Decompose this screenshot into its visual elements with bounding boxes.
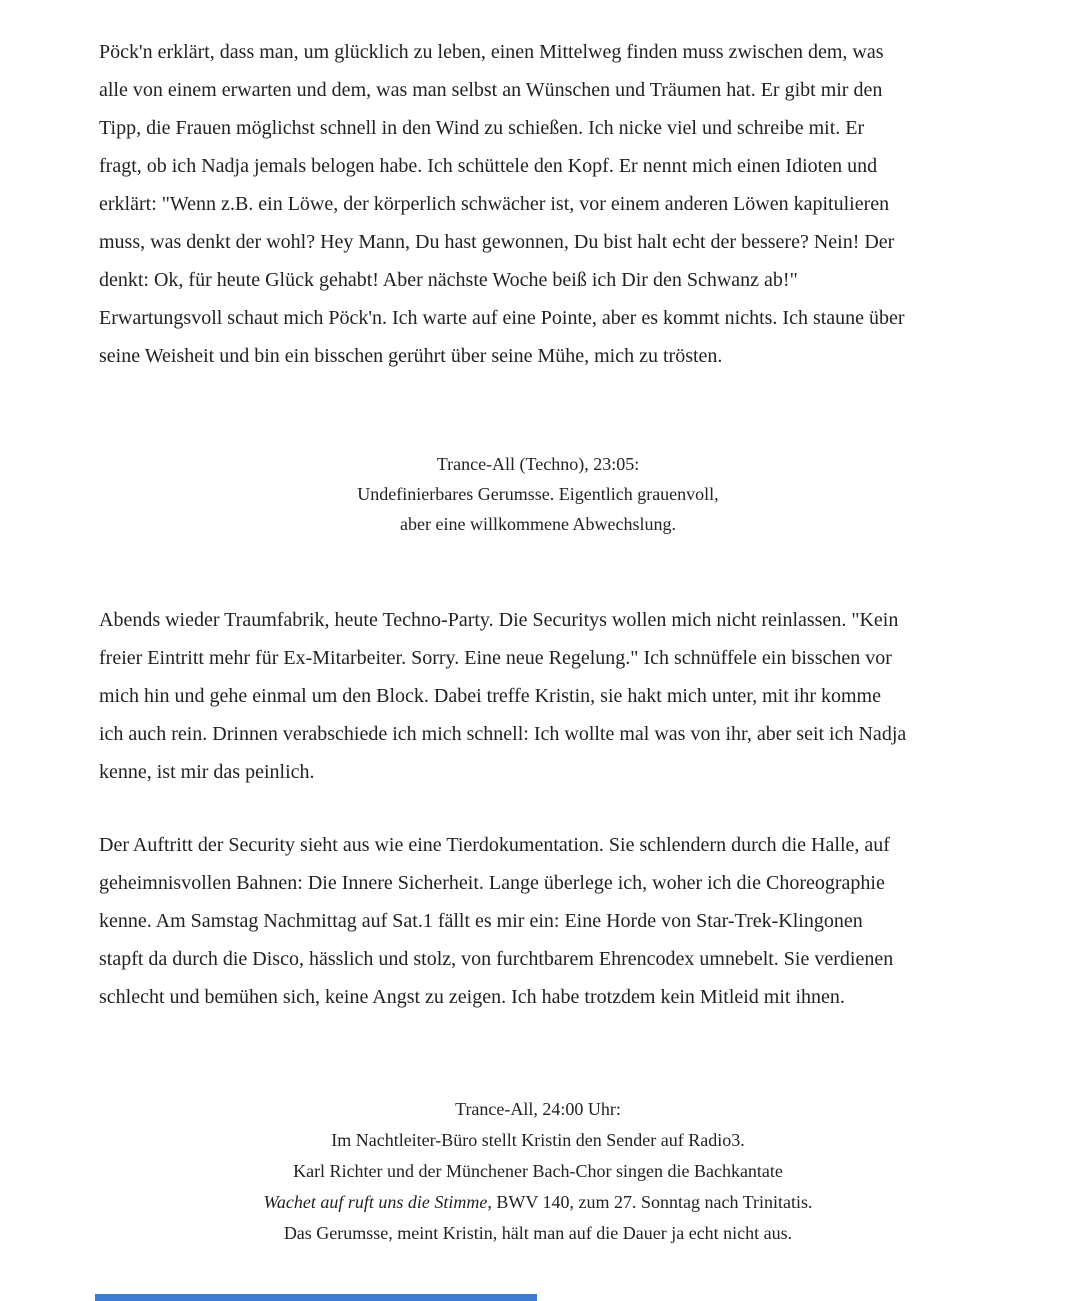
text-line: Tipp, die Frauen möglichst schnell in den Wind zu schießen. Ich nicke viel und schreibe mit. Er bbox=[99, 117, 865, 139]
radio-note-block bbox=[99, 449, 977, 539]
radio-note-block bbox=[99, 1094, 977, 1249]
text-line: Karl Richter und der Münchener Bach-Chor singen die Bachkantate bbox=[293, 1161, 783, 1181]
text-line: Im Nachtleiter-Büro stellt Kristin den Sender auf Radio3. bbox=[331, 1130, 745, 1150]
text-line: seine Weisheit und bin ein bisschen gerührt über seine Mühe, mich zu trösten. bbox=[99, 345, 723, 367]
text-segment: , BWV 140, zum 27. Sonntag nach Trinitatis. bbox=[487, 1192, 813, 1212]
text-line bbox=[99, 1187, 977, 1218]
work-title-italic: Wachet auf ruft uns die Stimme bbox=[263, 1192, 488, 1212]
partial-blue-bar-bottom bbox=[95, 1294, 537, 1301]
text-line: alle von einem erwarten und dem, was man selbst an Wünschen und Träumen hat. Er gibt mir den bbox=[99, 79, 883, 101]
text-line: mich hin und gehe einmal um den Block. Dabei treffe Kristin, sie hakt mich unter, mit ihr komme bbox=[99, 685, 881, 707]
body-paragraph bbox=[99, 826, 977, 1016]
text-line: aber eine willkommene Abwechslung. bbox=[400, 514, 676, 534]
text-line: Erwartungsvoll schaut mich Pöck'n. Ich warte auf eine Pointe, aber es kommt nichts. Ich staune über bbox=[99, 307, 905, 329]
text-line: Pöck'n erklärt, dass man, um glücklich zu leben, einen Mittelweg finden muss zwischen dem, was bbox=[99, 41, 884, 63]
text-line: ich auch rein. Drinnen verabschiede ich mich schnell: Ich wollte mal was von ihr, aber seit ich Nadja bbox=[99, 723, 907, 745]
text-line: geheimnisvollen Bahnen: Die Innere Sicherheit. Lange überlege ich, woher ich die Choreographie bbox=[99, 872, 885, 894]
text-line: Trance-All (Techno), 23:05: bbox=[436, 454, 640, 474]
text-line: schlecht und bemühen sich, keine Angst zu zeigen. Ich habe trotzdem kein Mitleid mit ihnen. bbox=[99, 986, 845, 1008]
text-line: Trance-All, 24:00 Uhr: bbox=[455, 1099, 621, 1119]
text-line: fragt, ob ich Nadja jemals belogen habe. Ich schüttele den Kopf. Er nennt mich einen Idioten und bbox=[99, 155, 878, 177]
text-line: Undefinierbares Gerumsse. Eigentlich grauenvoll, bbox=[357, 484, 719, 504]
text-line: erklärt: "Wenn z.B. ein Löwe, der körperlich schwächer ist, vor einem anderen Löwen kapitulieren bbox=[99, 193, 890, 215]
body-paragraph bbox=[99, 601, 977, 791]
document-text bbox=[99, 0, 977, 1249]
text-line: muss, was denkt der wohl? Hey Mann, Du hast gewonnen, Du bist halt echt der bessere? Nein! Der bbox=[99, 231, 895, 253]
text-line: stapft da durch die Disco, hässlich und stolz, von furchtbarem Ehrencodex umnebelt. Sie verdienen bbox=[99, 948, 894, 970]
text-line: Der Auftritt der Security sieht aus wie eine Tierdokumentation. Sie schlendern durch die Halle, auf bbox=[99, 834, 890, 856]
text-line: Abends wieder Traumfabrik, heute Techno-Party. Die Securitys wollen mich nicht reinlassen. "Kein bbox=[99, 609, 899, 631]
text-line: kenne. Am Samstag Nachmittag auf Sat.1 fällt es mir ein: Eine Horde von Star-Trek-Klingonen bbox=[99, 910, 863, 932]
text-line: kenne, ist mir das peinlich. bbox=[99, 761, 315, 783]
text-line: freier Eintritt mehr für Ex-Mitarbeiter. Sorry. Eine neue Regelung." Ich schnüffele ein bisschen vor bbox=[99, 647, 892, 669]
body-paragraph bbox=[99, 33, 977, 375]
text-line: Das Gerumsse, meint Kristin, hält man auf die Dauer ja echt nicht aus. bbox=[283, 1223, 793, 1243]
text-line: denkt: Ok, für heute Glück gehabt! Aber nächste Woche beiß ich Dir den Schwanz ab!" bbox=[99, 269, 798, 291]
